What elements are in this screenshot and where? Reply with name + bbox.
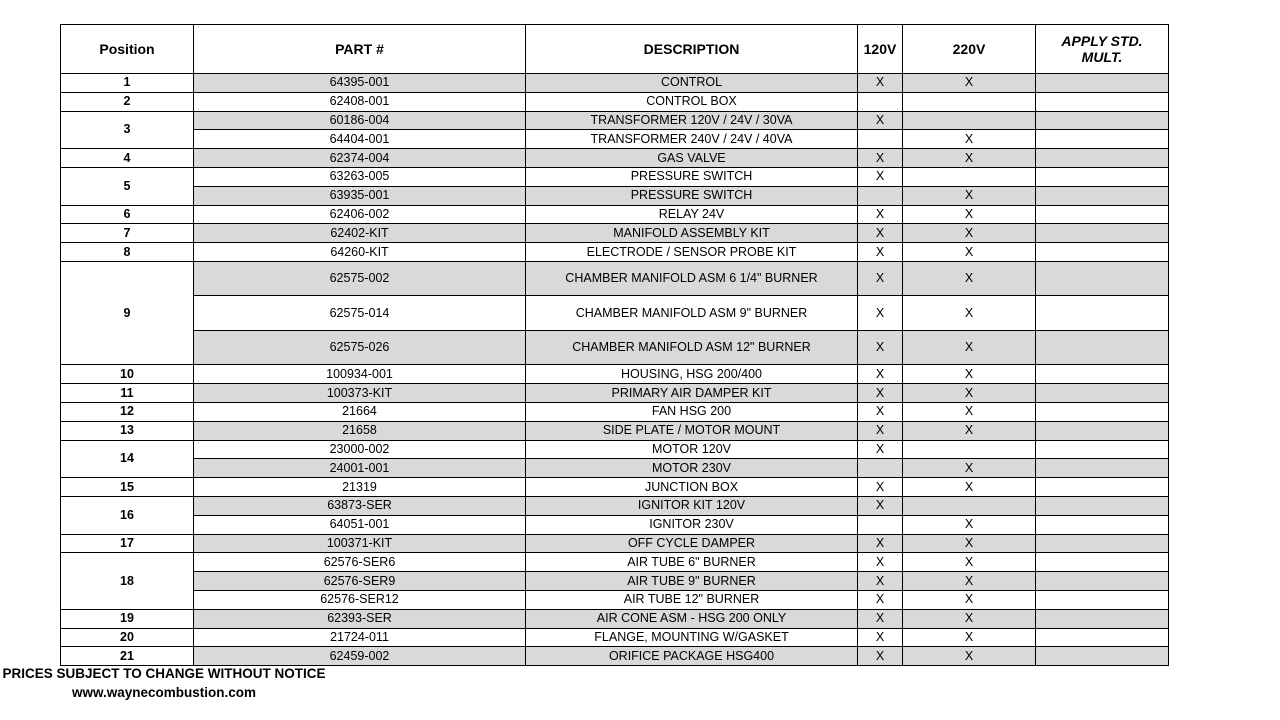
v120-cell: X — [858, 421, 903, 440]
header-position: Position — [61, 25, 194, 74]
table-row — [61, 330, 1169, 365]
mult-cell — [1036, 365, 1169, 384]
mult-cell — [1036, 261, 1169, 296]
description-cell: MOTOR 120V — [526, 440, 858, 459]
table-row — [61, 628, 1169, 647]
v220-cell: X — [903, 205, 1036, 224]
position-cell: 18 — [61, 553, 194, 609]
v220-cell: X — [903, 478, 1036, 497]
mult-cell — [1036, 149, 1169, 168]
v220-cell — [903, 111, 1036, 130]
mult-cell — [1036, 459, 1169, 478]
position-cell: 20 — [61, 628, 194, 647]
description-cell: IGNITOR 230V — [526, 515, 858, 534]
v120-cell: X — [858, 149, 903, 168]
table-row — [61, 243, 1169, 262]
position-cell: 7 — [61, 224, 194, 243]
description-cell: SIDE PLATE / MOTOR MOUNT — [526, 421, 858, 440]
table-row — [61, 296, 1169, 331]
mult-cell — [1036, 440, 1169, 459]
part-number-cell: 21319 — [194, 478, 526, 497]
part-number-cell: 64395-001 — [194, 74, 526, 93]
v120-cell: X — [858, 224, 903, 243]
position-cell: 3 — [61, 111, 194, 149]
mult-cell — [1036, 111, 1169, 130]
parts-table — [60, 24, 1169, 666]
position-cell: 1 — [61, 74, 194, 93]
position-cell: 9 — [61, 261, 194, 365]
v120-cell: X — [858, 330, 903, 365]
description-cell: AIR TUBE 9" BURNER — [526, 572, 858, 591]
mult-cell — [1036, 591, 1169, 610]
table-row — [61, 553, 1169, 572]
description-cell: MANIFOLD ASSEMBLY KIT — [526, 224, 858, 243]
v220-cell: X — [903, 553, 1036, 572]
table-row — [61, 130, 1169, 149]
v220-cell: X — [903, 515, 1036, 534]
header-row — [61, 25, 1169, 74]
table-row — [61, 365, 1169, 384]
v220-cell — [903, 167, 1036, 186]
description-cell: PRIMARY AIR DAMPER KIT — [526, 384, 858, 403]
description-cell: AIR TUBE 12" BURNER — [526, 591, 858, 610]
position-cell: 13 — [61, 421, 194, 440]
description-cell: ORIFICE PACKAGE HSG400 — [526, 647, 858, 666]
mult-cell — [1036, 74, 1169, 93]
part-number-cell: 21658 — [194, 421, 526, 440]
table-row — [61, 440, 1169, 459]
v120-cell: X — [858, 261, 903, 296]
description-cell: RELAY 24V — [526, 205, 858, 224]
v220-cell — [903, 497, 1036, 516]
part-number-cell: 63935-001 — [194, 186, 526, 205]
part-number-cell: 21664 — [194, 403, 526, 422]
part-number-cell: 62576-SER6 — [194, 553, 526, 572]
position-cell: 19 — [61, 609, 194, 628]
v220-cell — [903, 92, 1036, 111]
description-cell: AIR TUBE 6" BURNER — [526, 553, 858, 572]
v220-cell: X — [903, 572, 1036, 591]
v220-cell: X — [903, 591, 1036, 610]
description-cell: CHAMBER MANIFOLD ASM 6 1/4" BURNER — [526, 261, 858, 296]
mult-cell — [1036, 186, 1169, 205]
v220-cell: X — [903, 609, 1036, 628]
mult-cell — [1036, 497, 1169, 516]
footer-url — [60, 685, 1168, 700]
mult-cell — [1036, 515, 1169, 534]
part-number-cell: 23000-002 — [194, 440, 526, 459]
v120-cell: X — [858, 384, 903, 403]
table-row — [61, 74, 1169, 93]
mult-cell — [1036, 628, 1169, 647]
mult-cell — [1036, 403, 1169, 422]
description-cell: MOTOR 230V — [526, 459, 858, 478]
description-cell: PRESSURE SWITCH — [526, 167, 858, 186]
footer-url-text: www.waynecombustion.com — [71, 685, 257, 700]
v220-cell: X — [903, 224, 1036, 243]
v220-cell: X — [903, 534, 1036, 553]
v120-cell: X — [858, 478, 903, 497]
v120-cell — [858, 130, 903, 149]
v120-cell: X — [858, 403, 903, 422]
header-mult-line1: APPLY STD. — [1061, 33, 1143, 49]
part-number-cell: 64260-KIT — [194, 243, 526, 262]
description-cell: AIR CONE ASM - HSG 200 ONLY — [526, 609, 858, 628]
v120-cell: X — [858, 609, 903, 628]
v220-cell — [903, 440, 1036, 459]
description-cell: CHAMBER MANIFOLD ASM 12" BURNER — [526, 330, 858, 365]
part-number-cell: 24001-001 — [194, 459, 526, 478]
position-cell: 6 — [61, 205, 194, 224]
mult-cell — [1036, 384, 1169, 403]
mult-cell — [1036, 205, 1169, 224]
header-part: PART # — [194, 25, 526, 74]
part-number-cell: 100373-KIT — [194, 384, 526, 403]
v220-cell: X — [903, 186, 1036, 205]
v120-cell: X — [858, 167, 903, 186]
table-row — [61, 609, 1169, 628]
position-cell: 8 — [61, 243, 194, 262]
description-cell: CHAMBER MANIFOLD ASM 9" BURNER — [526, 296, 858, 331]
footer-notice-text: PRICES SUBJECT TO CHANGE WITHOUT NOTICE — [2, 666, 326, 681]
part-number-cell: 21724-011 — [194, 628, 526, 647]
v220-cell: X — [903, 365, 1036, 384]
footer-notice — [2, 666, 1168, 681]
mult-cell — [1036, 130, 1169, 149]
table-row — [61, 92, 1169, 111]
v220-cell: X — [903, 149, 1036, 168]
header-120v: 120V — [858, 25, 903, 74]
table-row — [61, 384, 1169, 403]
position-cell: 21 — [61, 647, 194, 666]
header-description: DESCRIPTION — [526, 25, 858, 74]
v220-cell: X — [903, 296, 1036, 331]
table-row — [61, 403, 1169, 422]
v120-cell — [858, 459, 903, 478]
part-number-cell: 62402-KIT — [194, 224, 526, 243]
table-row — [61, 497, 1169, 516]
position-cell: 15 — [61, 478, 194, 497]
table-row — [61, 572, 1169, 591]
position-cell: 12 — [61, 403, 194, 422]
table-row — [61, 459, 1169, 478]
table-row — [61, 421, 1169, 440]
part-number-cell: 100371-KIT — [194, 534, 526, 553]
mult-cell — [1036, 534, 1169, 553]
description-cell: GAS VALVE — [526, 149, 858, 168]
description-cell: CONTROL BOX — [526, 92, 858, 111]
table-row — [61, 224, 1169, 243]
mult-cell — [1036, 609, 1169, 628]
mult-cell — [1036, 296, 1169, 331]
v120-cell: X — [858, 74, 903, 93]
v120-cell: X — [858, 497, 903, 516]
part-number-cell: 62575-014 — [194, 296, 526, 331]
mult-cell — [1036, 647, 1169, 666]
v120-cell: X — [858, 440, 903, 459]
part-number-cell: 62393-SER — [194, 609, 526, 628]
v120-cell: X — [858, 111, 903, 130]
part-number-cell: 62408-001 — [194, 92, 526, 111]
v120-cell: X — [858, 647, 903, 666]
position-cell: 10 — [61, 365, 194, 384]
v220-cell: X — [903, 403, 1036, 422]
position-cell: 14 — [61, 440, 194, 478]
description-cell: IGNITOR KIT 120V — [526, 497, 858, 516]
v120-cell — [858, 186, 903, 205]
v120-cell — [858, 515, 903, 534]
part-number-cell: 62576-SER12 — [194, 591, 526, 610]
table-row — [61, 205, 1169, 224]
part-number-cell: 63873-SER — [194, 497, 526, 516]
v120-cell: X — [858, 534, 903, 553]
part-number-cell: 64051-001 — [194, 515, 526, 534]
position-cell: 16 — [61, 497, 194, 535]
mult-cell — [1036, 330, 1169, 365]
v220-cell: X — [903, 459, 1036, 478]
mult-cell — [1036, 478, 1169, 497]
description-cell: HOUSING, HSG 200/400 — [526, 365, 858, 384]
header-mult-line2: MULT. — [1081, 49, 1123, 65]
v120-cell: X — [858, 243, 903, 262]
table-row — [61, 591, 1169, 610]
v220-cell: X — [903, 647, 1036, 666]
part-number-cell: 62459-002 — [194, 647, 526, 666]
mult-cell — [1036, 553, 1169, 572]
description-cell: TRANSFORMER 120V / 24V / 30VA — [526, 111, 858, 130]
table-row — [61, 478, 1169, 497]
description-cell: CONTROL — [526, 74, 858, 93]
table-row — [61, 261, 1169, 296]
table-row — [61, 647, 1169, 666]
v120-cell: X — [858, 572, 903, 591]
v220-cell: X — [903, 130, 1036, 149]
position-cell: 5 — [61, 167, 194, 205]
table-row — [61, 167, 1169, 186]
v220-cell: X — [903, 330, 1036, 365]
v220-cell: X — [903, 243, 1036, 262]
part-number-cell: 62576-SER9 — [194, 572, 526, 591]
table-row — [61, 186, 1169, 205]
description-cell: TRANSFORMER 240V / 24V / 40VA — [526, 130, 858, 149]
table-row — [61, 111, 1169, 130]
position-cell: 11 — [61, 384, 194, 403]
description-cell: FLANGE, MOUNTING W/GASKET — [526, 628, 858, 647]
part-number-cell: 100934-001 — [194, 365, 526, 384]
table-row — [61, 534, 1169, 553]
v220-cell: X — [903, 74, 1036, 93]
header-apply-std-mult — [1036, 25, 1169, 74]
mult-cell — [1036, 92, 1169, 111]
mult-cell — [1036, 224, 1169, 243]
v120-cell — [858, 92, 903, 111]
v220-cell: X — [903, 384, 1036, 403]
part-number-cell: 62575-002 — [194, 261, 526, 296]
v120-cell: X — [858, 205, 903, 224]
v120-cell: X — [858, 591, 903, 610]
description-cell: FAN HSG 200 — [526, 403, 858, 422]
position-cell: 17 — [61, 534, 194, 553]
position-cell: 4 — [61, 149, 194, 168]
v120-cell: X — [858, 553, 903, 572]
part-number-cell: 60186-004 — [194, 111, 526, 130]
mult-cell — [1036, 421, 1169, 440]
v120-cell: X — [858, 365, 903, 384]
table-body — [61, 74, 1169, 666]
table-row — [61, 149, 1169, 168]
part-number-cell: 64404-001 — [194, 130, 526, 149]
v120-cell: X — [858, 628, 903, 647]
v120-cell: X — [858, 296, 903, 331]
description-cell: OFF CYCLE DAMPER — [526, 534, 858, 553]
description-cell: JUNCTION BOX — [526, 478, 858, 497]
description-cell: PRESSURE SWITCH — [526, 186, 858, 205]
header-220v: 220V — [903, 25, 1036, 74]
mult-cell — [1036, 167, 1169, 186]
part-number-cell: 62575-026 — [194, 330, 526, 365]
v220-cell: X — [903, 628, 1036, 647]
mult-cell — [1036, 572, 1169, 591]
position-cell: 2 — [61, 92, 194, 111]
part-number-cell: 62374-004 — [194, 149, 526, 168]
part-number-cell: 62406-002 — [194, 205, 526, 224]
v220-cell: X — [903, 421, 1036, 440]
mult-cell — [1036, 243, 1169, 262]
table-row — [61, 515, 1169, 534]
part-number-cell: 63263-005 — [194, 167, 526, 186]
description-cell: ELECTRODE / SENSOR PROBE KIT — [526, 243, 858, 262]
v220-cell: X — [903, 261, 1036, 296]
